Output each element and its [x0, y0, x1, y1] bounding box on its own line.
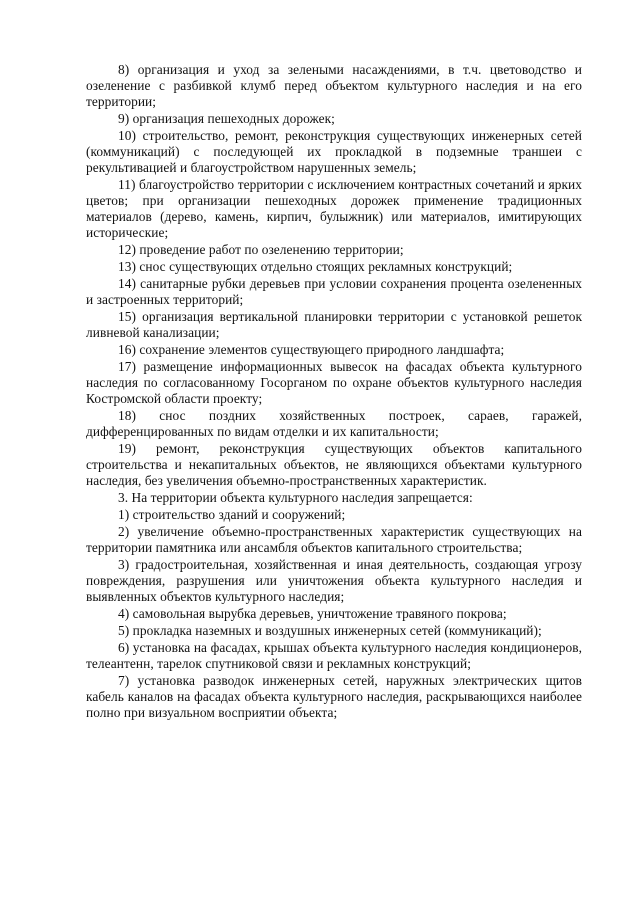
- paragraph-item-16: 16) сохранение элементов существующего природного ландшафта;: [118, 342, 505, 357]
- paragraph-item-18: 18) снос поздних хозяйственных построек, сараев, гаражей, дифференцированных по видам отделки и их капитальности;: [86, 408, 582, 439]
- prohibition-item-3: 3) градостроительная, хозяйственная и иная деятельность, создающая угрозу повреждения, разрушения или уничтожения объекта культурного наследия и выявленных объектов культурного наследия;: [86, 557, 582, 604]
- prohibition-item-1: 1) строительство зданий и сооружений;: [118, 507, 346, 522]
- paragraph-item-8: 8) организация и уход за зелеными насаждениями, в т.ч. цветоводство и озеленение с разбивкой клумб перед объектом культурного наследия и на его территории;: [86, 62, 582, 109]
- paragraph-item-12: 12) проведение работ по озеленению территории;: [118, 242, 404, 257]
- prohibition-item-6: 6) установка на фасадах, крышах объекта культурного наследия кондиционеров, телеантенн, тарелок спутниковой связи и рекламных конструкций;: [86, 640, 582, 671]
- prohibition-item-5: 5) прокладка наземных и воздушных инженерных сетей (коммуникаций);: [118, 623, 542, 638]
- paragraph-item-15: 15) организация вертикальной планировки территории с установкой решеток ливневой канализации;: [86, 309, 582, 340]
- section-heading-3: 3. На территории объекта культурного наследия запрещается:: [118, 490, 473, 505]
- prohibition-item-7: 7) установка разводок инженерных сетей, наружных электрических щитов кабель каналов на фасадах объекта культурного наследия, раскрывающихся наиболее полно при визуальном восприятии объекта;: [86, 673, 582, 720]
- paragraph-item-17: 17) размещение информационных вывесок на фасадах объекта культурного наследия по согласованному Госорганом по охране объектов культурного наследия Костромской области проекту;: [86, 359, 582, 406]
- paragraph-item-19: 19) ремонт, реконструкция существующих объектов капитального строительства и некапитальных объектов, не являющихся объектами культурного наследия, без увеличения объемно-пространственных характеристик.: [86, 441, 582, 488]
- paragraph-item-14: 14) санитарные рубки деревьев при условии сохранения процента озелененных и застроенных территорий;: [86, 276, 582, 307]
- paragraph-item-13: 13) снос существующих отдельно стоящих рекламных конструкций;: [118, 259, 513, 274]
- paragraph-item-11: 11) благоустройство территории с исключением контрастных сочетаний и ярких цветов; при организации пешеходных дорожек применение традиционных материалов (дерево, камень, кирпич, булыжник) или материалов, имитирующих исторические;: [86, 177, 582, 240]
- paragraph-item-9: 9) организация пешеходных дорожек;: [118, 111, 335, 126]
- prohibition-item-4: 4) самовольная вырубка деревьев, уничтожение травяного покрова;: [118, 606, 507, 621]
- prohibition-item-2: 2) увеличение объемно-пространственных характеристик существующих на территории памятника или ансамбля объектов капитального строительства;: [86, 524, 582, 555]
- paragraph-item-10: 10) строительство, ремонт, реконструкция существующих инженерных сетей (коммуникаций) с последующей их прокладкой в подземные траншеи с рекультивацией и благоустройством нарушенных земель;: [86, 128, 582, 175]
